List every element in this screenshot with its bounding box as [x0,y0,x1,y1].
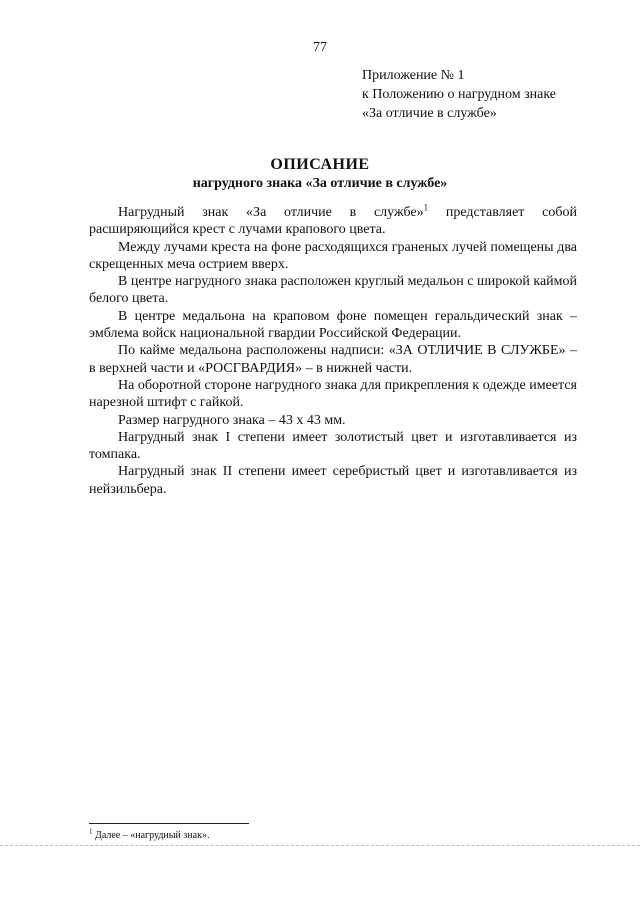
document-title [0,156,640,194]
paragraph-5: По кайме медальона расположены надписи: «ЗА ОТЛИЧИЕ В СЛУЖБЕ» – в верхней части и «РОСГВАРДИЯ» – в нижней части. [89,343,577,376]
page-number: 77 [313,40,327,55]
footnote-reference: 1 [423,202,429,213]
appendix-line-3: «За отличие в службе» [362,106,497,121]
paragraph-1 [89,204,577,239]
appendix-line-2: к Положению о нагрудном знаке [362,87,557,102]
paragraph-1-start: Нагрудный знак «За отличие в службе» [118,205,424,220]
paragraph-4: В центре медальона на краповом фоне помещен геральдический знак – эмблема войск национальной гвардии Российской Федерации. [89,308,577,342]
footnote-divider [89,823,249,824]
description-body [89,204,577,498]
scan-artifact-line [0,845,640,846]
footnote-marker: 1 [89,827,93,836]
footnote [89,829,209,843]
appendix-header [362,66,622,123]
title-subtitle: нагрудного знака «За отличие в службе» [192,176,448,191]
appendix-line-1: Приложение № 1 [362,68,465,83]
paragraph-1-end: представляет собой расширяющийся крест с лучами крапового цвета. [89,205,578,238]
paragraph-8: Нагрудный знак I степени имеет золотистый цвет и изготавливается из томпака. [89,429,577,463]
paragraph-3: В центре нагрудного знака расположен круглый медальон с широкой каймой белого цвета. [89,274,577,307]
paragraph-9: Нагрудный знак II степени имеет серебристый цвет и изготавливается из нейзильбера. [89,464,577,497]
paragraph-7: Размер нагрудного знака – 43 х 43 мм. [118,412,346,428]
paragraph-2: Между лучами креста на фоне расходящихся граненых лучей помещены два скрещенных меча острием вверх. [89,239,577,272]
footnote-text: Далее – «нагрудный знак». [92,830,210,841]
paragraph-6: На оборотной стороне нагрудного знака для прикрепления к одежде имеется нарезной штифт с гайкой. [89,377,577,411]
title-main: ОПИСАНИЕ [270,156,370,173]
